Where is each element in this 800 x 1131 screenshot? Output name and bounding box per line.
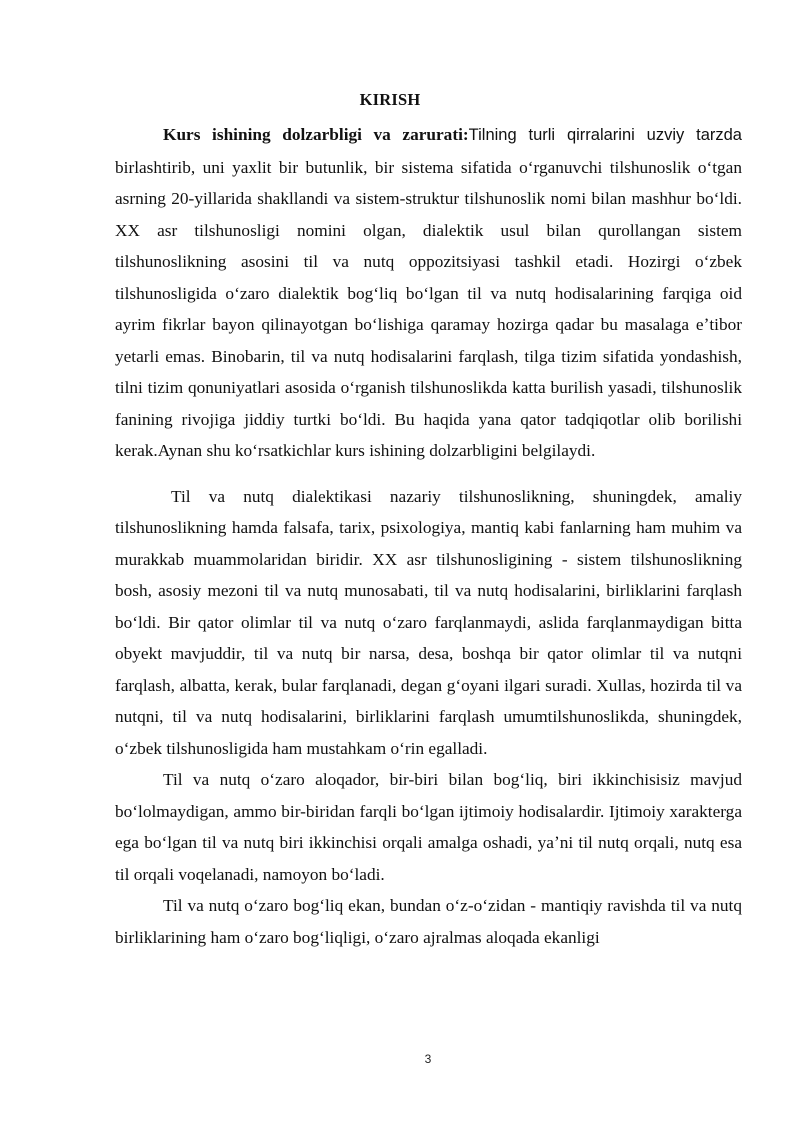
paragraph-1 [115,119,742,467]
page-number: 3 [424,1052,432,1066]
page-heading: KIRISH [359,90,421,109]
paragraph-1-lead-rest: Tilning turli qirralarini uzviy tarzda [468,126,742,144]
paragraph-3: Til va nutq oʻzaro aloqador, bir-biri bilan bogʻliq, biri ikkinchisisiz mavjud boʻlolmaydigan, ammo bir-biridan farqli boʻlgan ijtimoiy hodisalardir. Ijtimoiy xarakterga ega boʻlgan til va nutq biri ikkinchisi orqali amalga oshadi, yaʼni til nutq orqali, nutq esa til orqali voqelanadi, namoyon boʻladi. [115,770,742,884]
paragraph-1-body: birlashtirib, uni yaxlit bir butunlik, bir sistema sifatida oʻrganuvchi tilshunoslik oʻtgan asrning 20-yillarida shakllandi va sistem-struktur tilshunoslik nomi bilan mashhur boʻldi. XX asr tilshunosligi nomini olgan, dialektik usul bilan qurollangan sistem tilshunoslikning asosini til va nutq oppozitsiyasi tashkil etadi. Hozirgi oʻzbek tilshunosligida oʻzaro dialektik bogʻliq boʻlgan til va nutq hodisalarining farqiga oid ayrim fikrlar bayon qilinayotgan boʻlishiga qaramay hozirga qadar bu masalaga eʼtibor yetarli emas. Binobarin, til va nutq hodisalarini farqlash, tilga tizim sifatida yondashish, tilni tizim qonuniyatlari asosida oʻrganish tilshunoslikda katta burilish yasadi, tilshunoslik fanining rivojiga jiddiy turtki boʻldi. Bu haqida yana qator tadqiqotlar olib borilishi kerak.Aynan shu koʻrsatkichlar kurs ishining dolzarbligini belgilaydi. [115,157,742,460]
paragraph-4: Til va nutq oʻzaro bogʻliq ekan, bundan oʻz-oʻzidan - mantiqiy ravishda til va nutq birliklarining ham oʻzaro bogʻliqligi, oʻzaro ajralmas aloqada ekanligi [115,896,742,947]
paragraph-2: Til va nutq dialektikasi nazariy tilshunoslikning, shuningdek, amaliy tilshunoslikning hamda falsafa, tarix, psixologiya, mantiq kabi fanlarning ham muhim va murakkab muammolaridan biridir. XX asr tilshunosligining - sistem tilshunoslikning bosh, asosiy mezoni til va nutq munosabati, til va nutq hodisalarini, birliklarini farqlash boʻldi. Bir qator olimlar til va nutq oʻzaro farqlanmaydi, aslida farqlanmaydigan bitta obyekt mavjuddir, til va nutq bir narsa, desa, boshqa bir qator olimlar til va nutqni farqlash, albatta, kerak, bular farqlanadi, degan gʻoyani ilgari suradi. Xullas, hozirda til va nutqni, til va nutq hodisalarini, birliklarini farqlash umumtilshunoslikda, shuningdek, oʻzbek tilshunosligida ham mustahkam oʻrin egalladi. [115,486,742,758]
paragraph-1-lead-bold: Kurs ishining dolzarbligi va zarurati: [163,125,469,144]
document-body [115,119,742,953]
